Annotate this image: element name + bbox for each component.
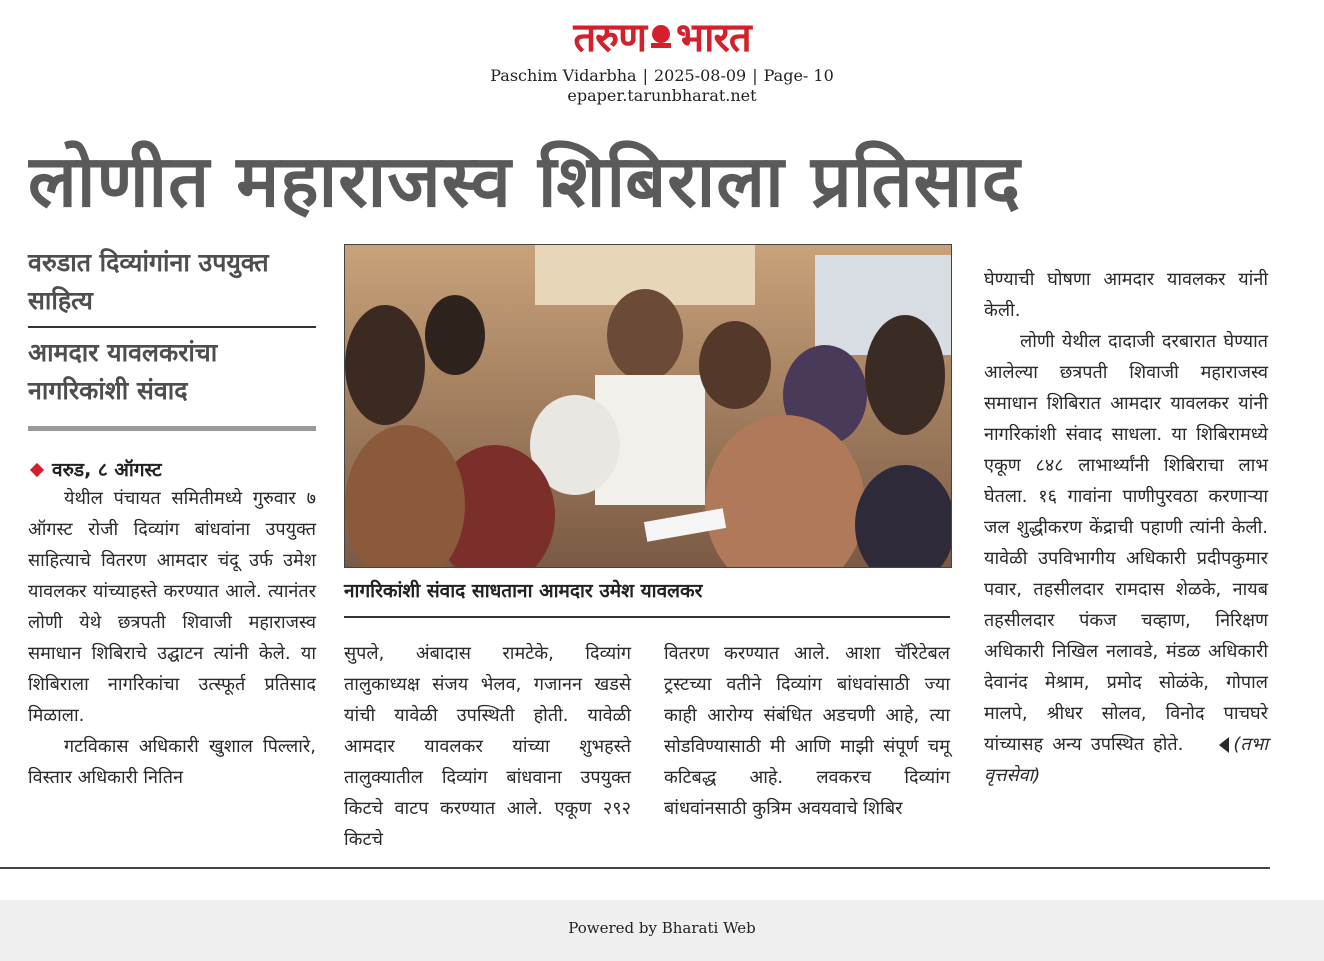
diamond-bullet-icon (30, 462, 44, 476)
middle-paragraph-1: सुपले, अंबादास रामटेके, दिव्यांग तालुकाध्यक्ष संजय भेलव, गजानन खडसे यांची यावेळी उपस्थिती होती. यावेळी आमदार यावलकर यांच्या शुभहस्ते तालुक्यातील दिव्यांग बांधवाना उपयुक्त किटचे वाटप करण्यात आले. एकूण २९२ किटचे (344, 643, 631, 850)
epaper-url[interactable]: epaper.tarunbharat.net (567, 86, 757, 105)
right-paragraph-2: लोणी येथील दादाजी दरबारात घेण्यात आलेल्या छत्रपती शिवाजी महाराजस्व समाधान शिबिरात आमदार यावलकर यांनी नागरिकांशी संवाद साधला. या शिबिरामध्ये एकूण ८४८ लाभार्थ्यांनी शिबिराचा लाभ घेतला. १६ गावांना पाणीपुरवठा करणाऱ्या जल शुद्धीकरण केंद्राची पहाणी त्यांनी केली. यावेळी उपविभागीय अधिकारी प्रदीपकुमार पवार, तहसीलदार रामदास शेळके, नायब तहसीलदार पंकज चव्हाण, निरिक्षण अधिकारी निखिल नलावडे, मंडळ अधिकारी देवानंद मेश्राम, प्रमोद सोळंके, गोपाल मालपे, श्रीधर सोलव, विनोद पाचघरे यांच्यासह अन्य उपस्थित होते. (984, 331, 1268, 755)
left-paragraph-2: गटविकास अधिकारी खुशाल पिल्लारे, विस्तार अधिकारी नितिन (28, 736, 316, 788)
powered-by-link[interactable]: Powered by Bharati Web (568, 919, 756, 937)
article-photo[interactable] (344, 244, 952, 568)
article-headline: लोणीत महाराजस्व शिबिराला प्रतिसाद (28, 139, 1022, 223)
page-number: Page- 10 (763, 66, 834, 85)
dateline (28, 457, 316, 483)
dateline-text: वरुड, ८ ऑगस्ट (52, 459, 162, 481)
left-column (28, 244, 316, 793)
photo-caption: नागरिकांशी संवाद साधताना आमदार उमेश यावलकर (344, 576, 950, 618)
right-paragraph-1: घेण्याची घोषणा आमदार यावलकर यांनी केली. (984, 269, 1268, 321)
logo-text-bharat: भारत (676, 15, 751, 61)
middle-paragraph-2: वितरण करण्यात आले. आशा चॅरिटेबल ट्रस्टच्या वतीने दिव्यांग बांधवांसाठी ज्या काही आरोग्य संबंधित अडचणी आहे, त्या सोडविण्यासाठी मी आणि माझी संपूर्ण चमू कटिबद्ध आहे. लवकरच दिव्यांग बांधवांनसाठी कुत्रिम अवयवाचे शिबिर (664, 643, 950, 819)
tarun-bharat-logo[interactable] (573, 14, 750, 62)
edition-date: 2025-08-09 (653, 66, 747, 85)
logo-emblem-icon (649, 23, 673, 53)
bottom-divider (0, 867, 1270, 869)
credit-arrow-icon (1219, 737, 1229, 753)
subheading-2: आमदार यावलकरांचा नागरिकांशी संवाद (28, 328, 316, 431)
middle-column-2 (664, 638, 950, 824)
subheading-1: वरुडात दिव्यांगांना उपयुक्त साहित्य (28, 244, 316, 328)
edition-info: Paschim Vidarbha | 2025-08-09 | Page- 10 (490, 66, 834, 85)
crowd-photo-illustration (345, 245, 951, 567)
left-paragraph-1: येथील पंचायत समितीमध्ये गुरुवार ७ ऑगस्ट रोजी दिव्यांग बांधवांना उपयुक्त साहित्याचे वितरण आमदार चंदू उर्फ उमेश यावलकर यांच्याहस्ते करण्यात आले. त्यानंतर लोणी येथे छत्रपती शिवाजी महाराजस्व समाधान शिबिराचे उद्घाटन त्यांनी केले. या शिबिराला नागरिकांचा उत्स्फूर्त प्रतिसाद मिळाला. (28, 488, 316, 726)
masthead (0, 14, 1324, 106)
edition-name: Paschim Vidarbha (490, 66, 637, 85)
right-column (984, 264, 1268, 791)
logo-text-tarun: तरुण (573, 15, 646, 61)
middle-column-1 (344, 638, 631, 855)
right-paragraph-2-wrap (984, 326, 1268, 791)
footer (0, 900, 1324, 961)
news-credit: (तभा वृत्तसेवा) (984, 734, 1268, 786)
